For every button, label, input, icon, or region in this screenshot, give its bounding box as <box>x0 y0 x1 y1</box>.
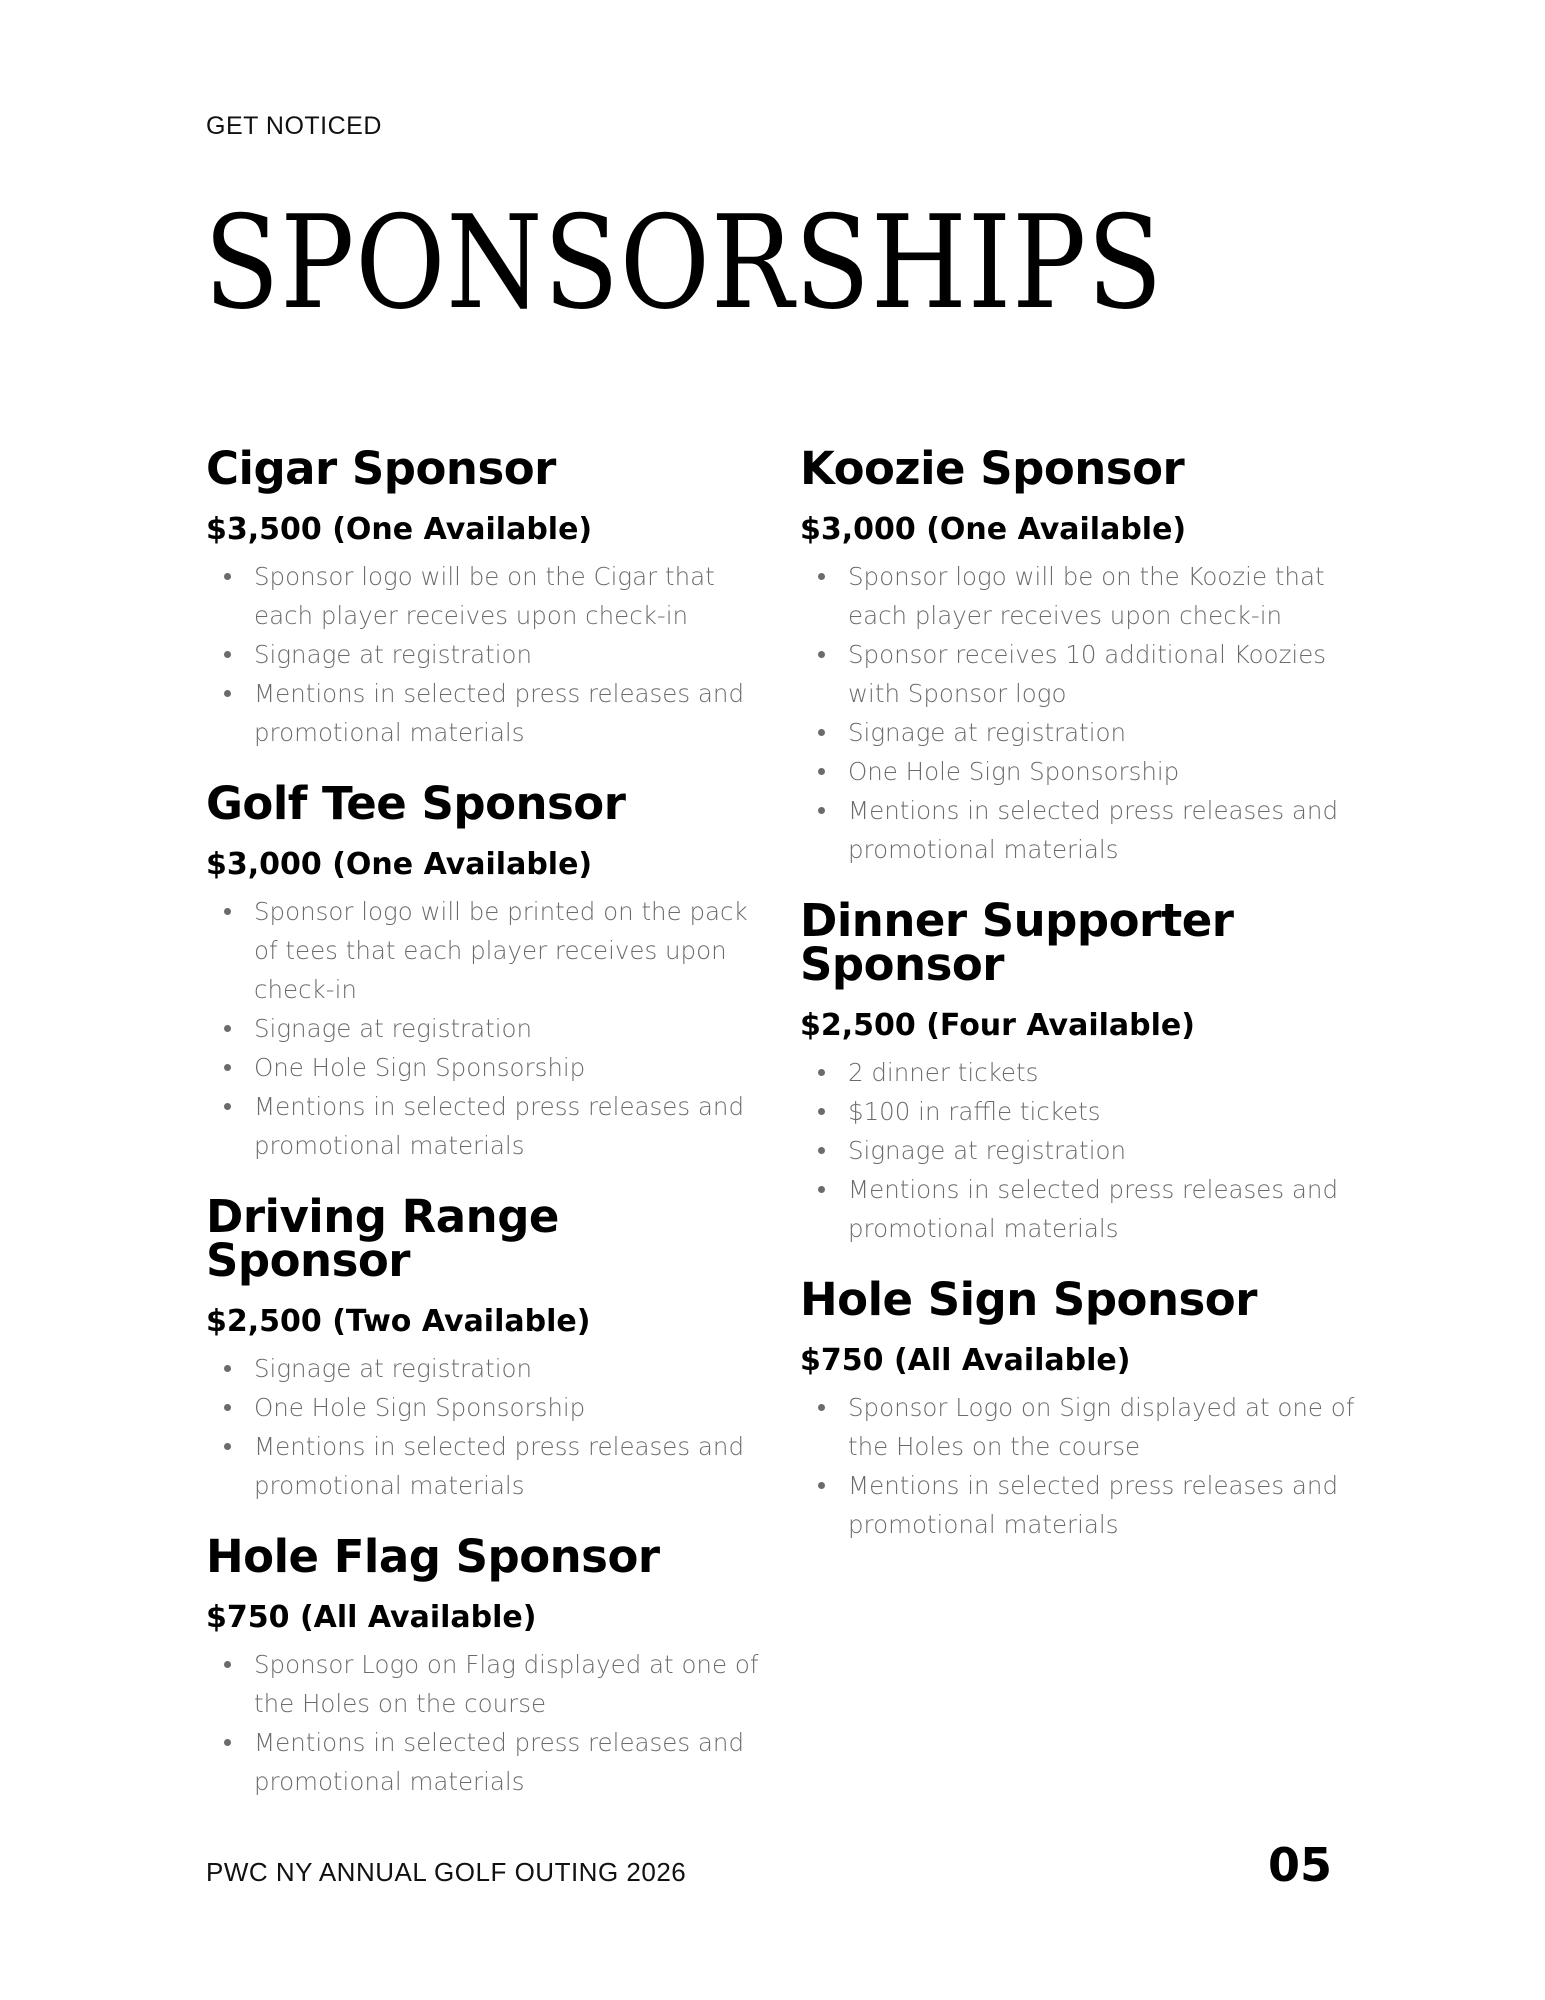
benefit-list <box>800 557 1360 869</box>
benefit-item: Sponsor Logo on Sign displayed at one of the Holes on the course <box>848 1388 1360 1466</box>
benefit-item: Mentions in selected press releases and promotional materials <box>848 1466 1360 1544</box>
benefit-item: Sponsor Logo on Flag displayed at one of the Holes on the course <box>254 1645 766 1723</box>
sponsor-name: Cigar Sponsor <box>206 442 556 495</box>
sponsor-price: $3,500 (One Available) <box>206 512 593 547</box>
benefit-list <box>800 1388 1360 1544</box>
benefit-item: Sponsor logo will be on the Koozie that each player receives upon check-in <box>848 557 1360 635</box>
right-column <box>800 442 1360 1544</box>
benefit-item: $100 in raffle tickets <box>848 1092 1360 1131</box>
benefit-item: Mentions in selected press releases and promotional materials <box>848 791 1360 869</box>
sponsor-name: Hole Flag Sponsor <box>206 1530 660 1583</box>
sponsor-golf-tee <box>206 777 766 1165</box>
sponsor-hole-sign <box>800 1273 1360 1544</box>
benefit-item: Signage at registration <box>254 635 766 674</box>
benefit-item: One Hole Sign Sponsorship <box>848 752 1360 791</box>
page-number: 05 <box>1268 1838 1333 1892</box>
sponsor-price: $750 (All Available) <box>800 1343 1131 1378</box>
sponsor-dinner-supporter <box>800 894 1360 1248</box>
benefit-item: Mentions in selected press releases and promotional materials <box>254 1723 766 1801</box>
benefit-item: Sponsor receives 10 additional Koozies with Sponsor logo <box>848 635 1360 713</box>
benefit-item: Mentions in selected press releases and promotional materials <box>254 1427 766 1505</box>
benefit-item: Mentions in selected press releases and promotional materials <box>848 1170 1360 1248</box>
eyebrow-label: GET NOTICED <box>206 112 382 140</box>
sponsor-hole-flag <box>206 1530 766 1801</box>
page-title: SPONSORSHIPS <box>204 189 1164 338</box>
benefit-list <box>800 1053 1360 1248</box>
sponsor-price: $2,500 (Four Available) <box>800 1008 1195 1043</box>
benefit-item: Signage at registration <box>254 1009 766 1048</box>
benefit-item: Mentions in selected press releases and promotional materials <box>254 1087 766 1165</box>
sponsor-price: $750 (All Available) <box>206 1600 537 1635</box>
sponsor-cigar <box>206 442 766 752</box>
benefit-item: Signage at registration <box>848 1131 1360 1170</box>
left-column <box>206 442 766 1801</box>
benefit-item: Signage at registration <box>848 713 1360 752</box>
benefit-list <box>206 557 766 752</box>
benefit-list <box>206 892 766 1165</box>
sponsor-name: Koozie Sponsor <box>800 442 1185 495</box>
benefit-item: 2 dinner tickets <box>848 1053 1360 1092</box>
sponsor-price: $2,500 (Two Available) <box>206 1304 591 1339</box>
sponsor-name: Dinner Supporter Sponsor <box>800 894 1234 991</box>
benefit-item: Signage at registration <box>254 1349 766 1388</box>
sponsor-driving-range <box>206 1190 766 1505</box>
benefit-list <box>206 1349 766 1505</box>
benefit-item: Sponsor logo will be on the Cigar that each player receives upon check-in <box>254 557 766 635</box>
sponsor-price: $3,000 (One Available) <box>206 847 593 882</box>
footer-event-name: PWC NY ANNUAL GOLF OUTING 2026 <box>206 1857 687 1887</box>
benefit-item: One Hole Sign Sponsorship <box>254 1388 766 1427</box>
benefit-item: Sponsor logo will be printed on the pack of tees that each player receives upon check-in <box>254 892 766 1009</box>
benefit-item: Mentions in selected press releases and promotional materials <box>254 674 766 752</box>
sponsor-name: Driving Range Sponsor <box>206 1190 559 1287</box>
benefit-list <box>206 1645 766 1801</box>
sponsor-name: Hole Sign Sponsor <box>800 1273 1257 1326</box>
sponsor-price: $3,000 (One Available) <box>800 512 1187 547</box>
benefit-item: One Hole Sign Sponsorship <box>254 1048 766 1087</box>
sponsor-name: Golf Tee Sponsor <box>206 777 626 830</box>
sponsor-koozie <box>800 442 1360 869</box>
